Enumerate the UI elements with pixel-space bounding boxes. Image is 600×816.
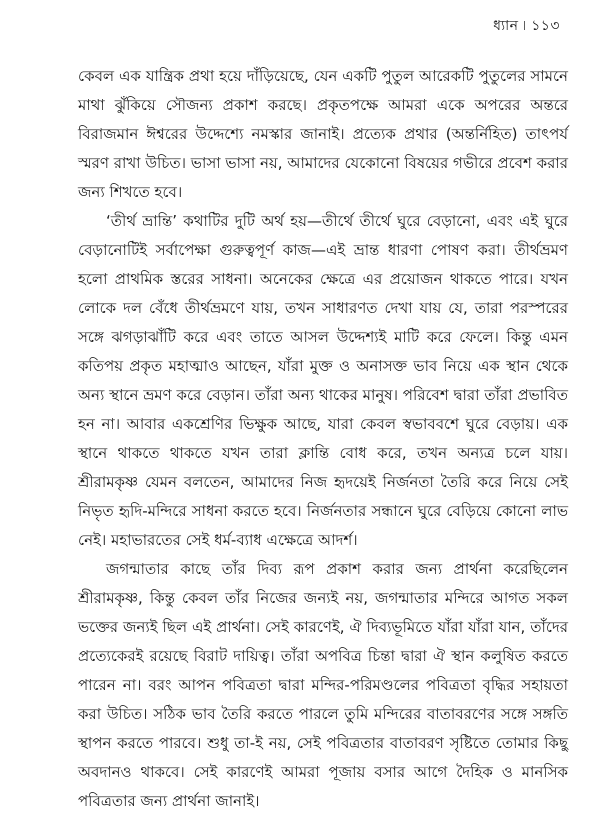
running-head: ধ্যান ৷ ১১৩ xyxy=(493,18,560,34)
paragraph-3: জগন্মাতার কাছে তাঁর দিব্য রূপ প্রকাশ করার জন্য প্রার্থনা করেছিলেন শ্রীরামকৃষ্ণ, কিন্তু কেবল তাঁর নিজের জন্যই নয়, জগন্মাতার মন্দিরে আগত সকল ভক্তের জন্যই ছিল এই প্রার্থনা। সেই কারণেই, ঐ দিব্যভূমিতে যাঁরা যাঁরা যান, তাঁদের প্রত্যেকেরই রয়েছে বিরাট দায়িত্ব। তাঁরা অপবিত্র চিন্তা দ্বারা ঐ স্থান কলুষিত করতে পারেন না। বরং আপন পবিত্রতা দ্বারা মন্দির-পরিমণ্ডলের পবিত্রতা বৃদ্ধির সহায়তা করা উচিত। সঠিক ভাব তৈরি করতে পারলে তুমি মন্দিরের বাতাবরণের সঙ্গে সঙ্গতি স্থাপন করতে পারবে। শুধু তা-ই নয়, সেই পবিত্রতার বাতাবরণ সৃষ্টিতে তোমার কিছু অবদানও থাকবে। সেই কারণেই আমরা পূজায় বসার আগে দৈহিক ও মানসিক পবিত্রতার জন্য প্রার্থনা জানাই। xyxy=(78,560,568,810)
page-body xyxy=(78,62,568,810)
paragraph-2: ‘তীর্থ ভ্রান্তি’ কথাটির দুটি অর্থ হয়—তীর্থে তীর্থে ঘুরে বেড়ানো, এবং এই ঘুরে বেড়ানোটিই সর্বাপেক্ষা গুরুত্বপূর্ণ কাজ—এই ভ্রান্ত ধারণা পোষণ করা। তীর্থভ্রমণ হলো প্রাথমিক স্তরের সাধনা। অনেকের ক্ষেত্রে এর প্রয়োজন থাকতে পারে। যখন লোকে দল বেঁধে তীর্থভ্রমণে যায়, তখন সাধারণত দেখা যায় যে, তারা পরস্পরের সঙ্গে ঝগড়াঝাঁটি করে এবং তাতে আসল উদ্দেশ্যই মাটি করে ফেলে। কিন্তু এমন কতিপয় প্রকৃত মহাত্মাও আছেন, যাঁরা মুক্ত ও অনাসক্ত ভাব নিয়ে এক স্থান থেকে অন্য স্থানে ভ্রমণ করে বেড়ান। তাঁরা অন্য থাকের মানুষ। পরিবেশ দ্বারা তাঁরা প্রভাবিত হন না। আবার একশ্রেণির ভিক্ষুক আছে, যারা কেবল স্বভাববশে ঘুরে বেড়ায়। এক স্থানে থাকতে থাকতে যখন তারা ক্লান্তি বোধ করে, তখন অন্যত্র চলে যায়। শ্রীরামকৃষ্ণ যেমন বলতেন, আমাদের নিজ হৃদয়েই নির্জনতা তৈরি করে নিয়ে সেই নিভৃত হৃদি-মন্দিরে সাধনা করতে হবে। নির্জনতার সন্ধানে ঘুরে বেড়িয়ে কোনো লাভ নেই। মহাভারতের সেই ধর্ম-ব্যাধ এক্ষেত্রে আদর্শ। xyxy=(78,212,568,549)
paragraph-1: কেবল এক যান্ত্রিক প্রথা হয়ে দাঁড়িয়েছে, যেন একটি পুতুল আরেকটি পুতুলের সামনে মাথা ঝুঁকিয়ে সৌজন্য প্রকাশ করছে। প্রকৃতপক্ষে আমরা একে অপরের অন্তরে বিরাজমান ঈশ্বরের উদ্দেশ্যে নমস্কার জানাই। প্রত্যেক প্রথার (অন্তর্নিহিত) তাৎপর্য স্মরণ রাখা উচিত। ভাসা ভাসা নয়, আমাদের যেকোনো বিষয়ের গভীরে প্রবেশ করার জন্য শিখতে হবে। xyxy=(78,67,568,201)
